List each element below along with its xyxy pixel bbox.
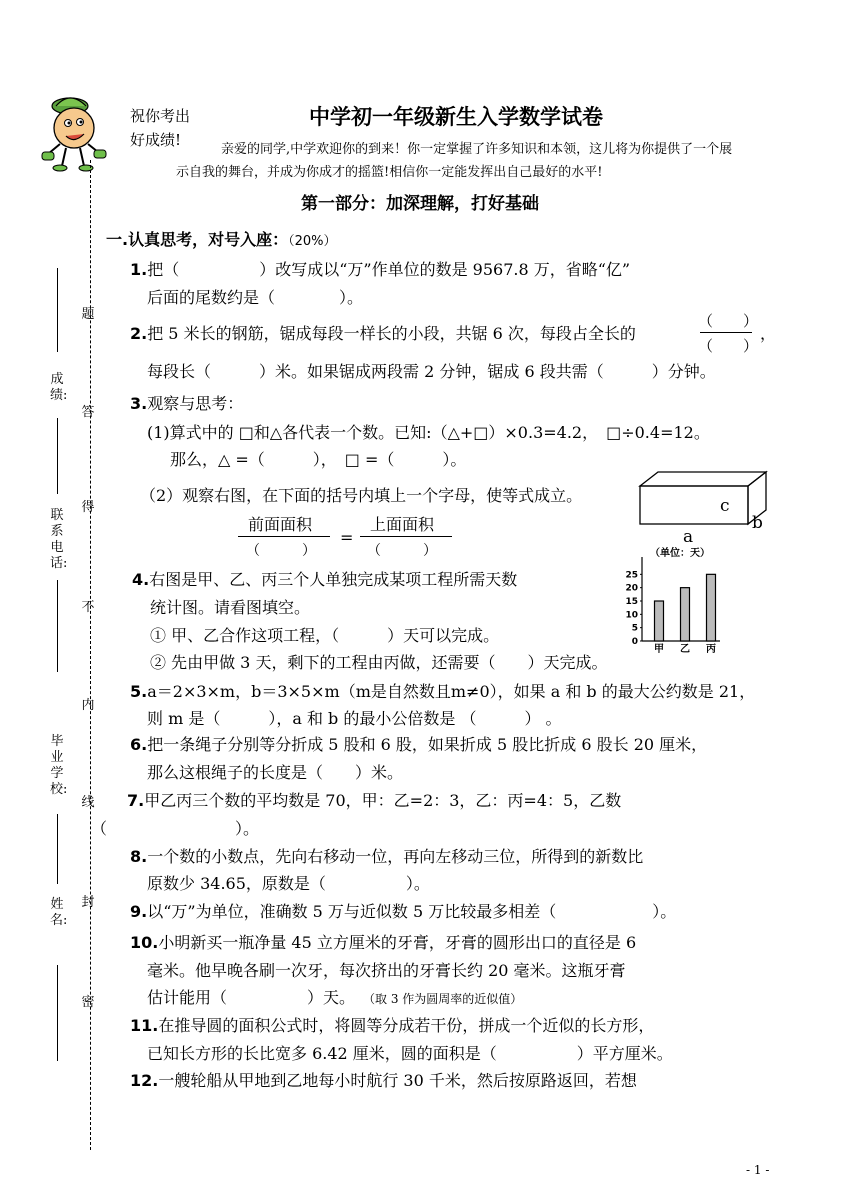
equation-right-bar <box>360 536 452 537</box>
chart-bar <box>655 601 664 641</box>
name-label: 姓名: <box>50 897 68 928</box>
question-12-line1 <box>130 1071 637 1091</box>
question-number: 11. <box>130 1016 159 1035</box>
intro-line2: 示自我的舞台，并成为你成才的摇篮!相信你一定能发挥出自己最好的水平! <box>176 165 603 180</box>
chart-x-label: 丙 <box>706 644 716 655</box>
seal-char: 答 <box>81 405 95 420</box>
question-text: 一艘轮船从甲地到乙地每小时航行 30 千米，然后按原路返回，若想 <box>158 1071 637 1090</box>
question-7-line2: （ ）。 <box>91 819 260 838</box>
question-number: 7. <box>127 791 145 810</box>
question-6-line1 <box>130 735 707 755</box>
question-5-line1 <box>130 682 755 702</box>
chart-y-tick-label: 5 <box>631 623 638 634</box>
mascot-illustration <box>40 92 118 172</box>
question-4-line1 <box>132 570 517 590</box>
chart-bar <box>681 588 690 641</box>
question-2-line1 <box>130 324 636 344</box>
question-7-line1 <box>127 791 621 811</box>
question-note: （取 3 作为圆周率的近似值） <box>369 992 523 1006</box>
question-11-line1 <box>130 1016 654 1036</box>
seal-char: 得 <box>81 500 95 515</box>
question-text: 估计能用（ ）天。 <box>147 988 356 1007</box>
question-text: 把 5 米长的钢筋，锯成每段一样长的小段，共锯 6 次，每段占全长的 <box>147 324 636 343</box>
phone-underline-top <box>57 418 58 494</box>
school-underline <box>57 814 58 884</box>
question-number: 1. <box>130 260 148 279</box>
question-number: 10. <box>130 933 159 952</box>
question-number: 8. <box>130 847 148 866</box>
question-8-line2: 原数少 34.65，原数是（ ）。 <box>147 874 430 893</box>
school-label: 毕业学校: <box>50 734 68 797</box>
question-3-sub2: （2）观察右图，在下面的括号内填上一个字母，使等式成立。 <box>140 486 583 505</box>
greeting-line1: 祝你考出 <box>130 107 191 125</box>
bar-chart <box>622 545 724 655</box>
question-10-line2: 毫米。他早晚各刷一次牙，每次挤出的牙膏长约 20 毫米。这瓶牙膏 <box>147 961 626 980</box>
chart-y-tick-label: 10 <box>625 610 638 621</box>
question-5-line2: 则 m 是（ ），a 和 b 的最小公倍数是 （ ） 。 <box>147 709 562 728</box>
chart-y-tick-label: 15 <box>625 597 638 607</box>
fraction-denominator: （ ） <box>698 337 759 355</box>
score-underline <box>57 268 58 352</box>
equation-sign: = <box>340 528 354 547</box>
question-text: 把一条绳子分别等分折成 5 股和 6 股，如果折成 5 股比折成 6 股长 20 厘米， <box>147 735 708 754</box>
question-number: 9. <box>130 902 148 921</box>
question-number: 3. <box>130 394 148 413</box>
question-1-line2: 后面的尾数约是（ ）。 <box>147 288 364 307</box>
seal-char: 内 <box>81 698 95 713</box>
question-4-line3: ① 甲、乙合作这项工程，（ ）天可以完成。 <box>150 626 500 645</box>
question-text: 观察与思考： <box>147 394 244 413</box>
phone-label: 联系电话: <box>50 508 68 571</box>
question-9-line1 <box>130 902 676 922</box>
intro-line1: 亲爱的同学,中学欢迎你的到来！你一定掌握了许多知识和本领，这儿将为你提供了一个展 <box>221 142 733 157</box>
question-text: a＝2×3×m，b＝3×5×m（m是自然数且m≠0），如果 a 和 b 的最大公约数是 21， <box>147 682 756 701</box>
question-text: 在推导圆的面积公式时，将圆等分成若干份，拼成一个近似的长方形， <box>158 1016 655 1035</box>
question-text: 以“万”为单位，准确数 5 万与近似数 5 万比较最多相差（ ）。 <box>147 902 677 921</box>
section-score: （20%） <box>288 234 337 249</box>
question-text: 右图是甲、乙、丙三个人单独完成某项工程所需天数 <box>149 570 518 589</box>
seal-char: 题 <box>81 307 95 322</box>
greeting-line2: 好成绩! <box>130 131 182 149</box>
page-number: - 1 - <box>746 1163 770 1177</box>
question-8-line1 <box>130 847 643 867</box>
section-title <box>106 230 337 252</box>
chart-x-label: 乙 <box>680 644 690 655</box>
equation-right-blank: （ ） <box>367 543 437 559</box>
seal-char: 封 <box>81 895 95 910</box>
cuboid-label-c: c <box>720 496 730 516</box>
comma: ， <box>760 324 777 343</box>
phone-underline-bottom <box>57 580 58 672</box>
score-label: 成绩: <box>50 372 68 403</box>
question-3-sub1-line1: (1)算式中的 □和△各代表一个数。已知:（△+□）×0.3=4.2， □÷0.4=12。 <box>147 423 710 442</box>
question-3-line1 <box>130 394 243 414</box>
question-text: 一个数的小数点，先向右移动一位，再向左移动三位，所得到的新数比 <box>147 847 644 866</box>
seal-char: 线 <box>81 795 95 810</box>
equation-left-blank: （ ） <box>246 543 316 559</box>
chart-y-tick-label: 25 <box>625 570 638 581</box>
equation-left-bar <box>238 536 330 537</box>
question-number: 6. <box>130 735 148 754</box>
section-title-text: 一.认真思考，对号入座： <box>106 230 289 249</box>
chart-x-label: 甲 <box>654 644 664 655</box>
question-1-line1 <box>130 260 630 280</box>
question-number: 12. <box>130 1071 159 1090</box>
question-10-line3 <box>147 988 522 1009</box>
equation-right-numerator: 上面面积 <box>370 515 435 534</box>
fraction-numerator: （ ） <box>698 312 759 330</box>
cuboid-label-a: a <box>683 527 694 547</box>
question-text: 小明新买一瓶净量 45 立方厘米的牙膏，牙膏的圆形出口的直径是 6 <box>158 933 637 952</box>
chart-title: （单位：天） <box>650 548 710 559</box>
chart-bar <box>707 574 716 641</box>
seal-char: 不 <box>81 600 95 615</box>
chart-y-tick-label: 0 <box>631 637 638 647</box>
question-2-line2: 每段长（ ）米。如果锯成两段需 2 分钟，锯成 6 段共需（ ）分钟。 <box>147 362 716 381</box>
question-4-line2: 统计图。请看图填空。 <box>150 598 311 617</box>
question-4-line4: ② 先由甲做 3 天，剩下的工程由丙做，还需要（ ）天完成。 <box>150 653 608 672</box>
question-6-line2: 那么这根绳子的长度是（ ）米。 <box>147 763 404 782</box>
name-underline <box>57 965 58 1061</box>
chart-y-tick-label: 20 <box>625 583 638 594</box>
question-11-line2: 已知长方形的长比宽多 6.42 厘米，圆的面积是（ ）平方厘米。 <box>147 1044 673 1063</box>
question-text: 甲乙丙三个数的平均数是 70，甲：乙=2：3，乙：丙=4：5，乙数 <box>144 791 622 810</box>
question-10-line1 <box>130 933 636 953</box>
question-number: 2. <box>130 324 148 343</box>
equation-left-numerator: 前面面积 <box>248 515 313 534</box>
cuboid-diagram <box>638 468 778 548</box>
seal-char: 密 <box>81 995 95 1010</box>
page-title: 中学初一年级新生入学数学试卷 <box>309 105 603 129</box>
part-title: 第一部分：加深理解，打好基础 <box>301 194 539 214</box>
question-3-sub1-line2: 那么，△ =（ ）， □ =（ ）。 <box>170 450 467 469</box>
fraction-bar <box>700 332 752 333</box>
question-number: 5. <box>130 682 148 701</box>
question-number: 4. <box>132 570 150 589</box>
question-text: 把（ ）改写成以“万”作单位的数是 9567.8 万，省略“亿” <box>147 260 631 279</box>
cuboid-label-b: b <box>752 513 763 533</box>
